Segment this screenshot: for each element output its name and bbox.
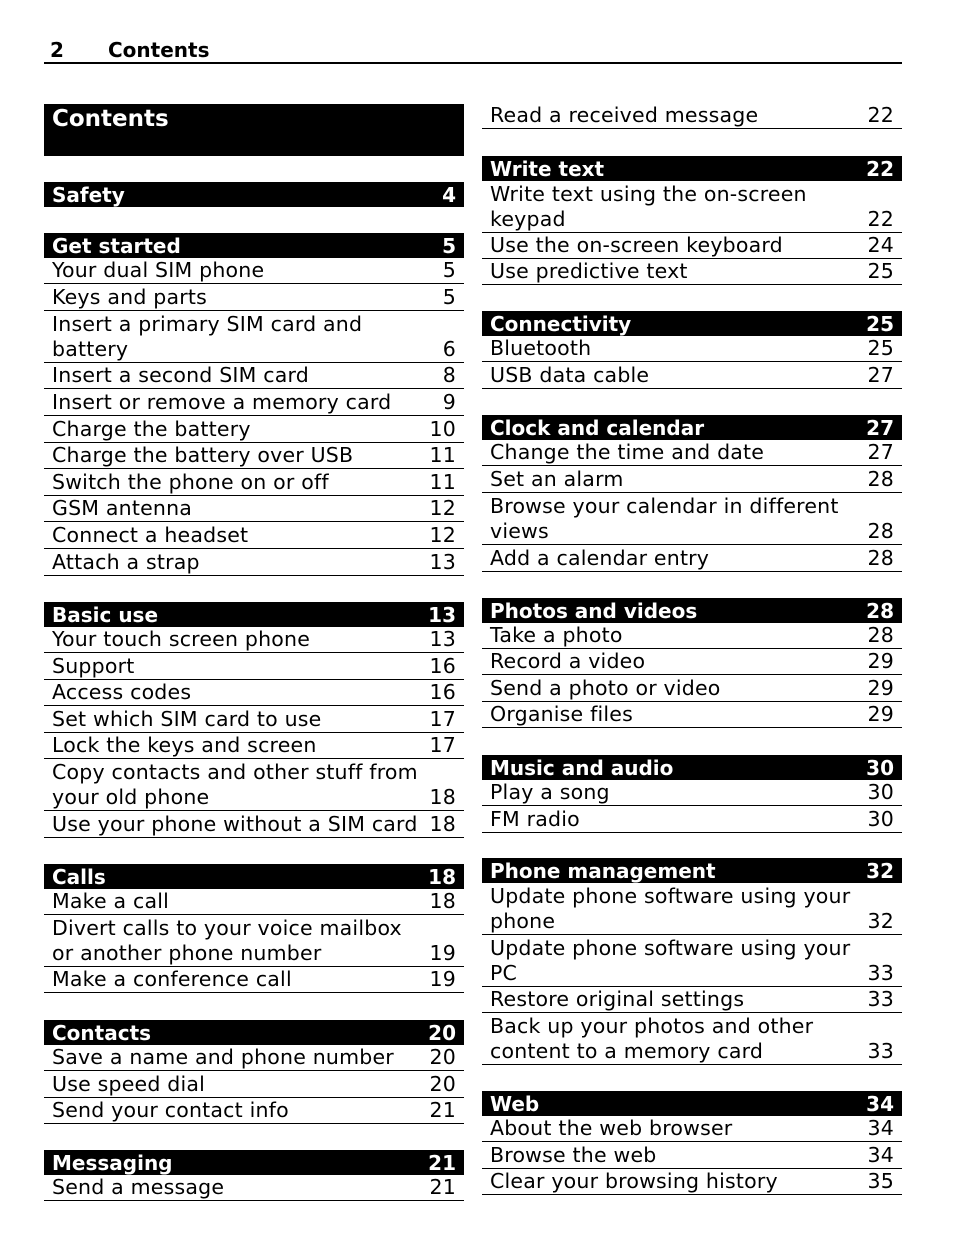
toc-entry-label: Play a song [490, 780, 610, 804]
section-heading[interactable] [482, 156, 902, 181]
toc-entry-page: 33 [867, 1039, 894, 1063]
toc-entry[interactable] [482, 650, 902, 675]
toc-entry-page: 18 [429, 889, 456, 913]
toc-entry-page: 28 [867, 623, 894, 647]
toc-entry[interactable] [482, 547, 902, 572]
toc-entry[interactable] [482, 988, 902, 1013]
toc-entry[interactable] [482, 1117, 902, 1142]
toc-entry-page: 11 [429, 470, 456, 494]
toc-entry[interactable] [44, 312, 464, 363]
toc-entry-label: Send your contact info [52, 1098, 289, 1122]
toc-entry-label: Make a conference call [52, 967, 292, 991]
toc-entry[interactable] [44, 1176, 464, 1201]
toc-entry[interactable] [44, 364, 464, 389]
toc-entry-label: Switch the phone on or off [52, 470, 329, 494]
toc-entry-label: Add a calendar entry [490, 546, 710, 570]
toc-entry[interactable] [44, 968, 464, 993]
section-page: 22 [866, 156, 894, 181]
toc-entry-page: 27 [867, 440, 894, 464]
toc-entry-label: Set an alarm [490, 467, 624, 491]
toc-entry[interactable] [44, 760, 464, 811]
toc-entry[interactable] [482, 468, 902, 493]
toc-entry-label: Use your phone without a SIM card [52, 812, 418, 836]
toc-entry-page: 10 [429, 417, 456, 441]
toc-entry-label: Browse the web [490, 1143, 657, 1167]
toc-entry-page: 25 [867, 259, 894, 283]
toc-entry-label: Restore original settings [490, 987, 745, 1011]
toc-entry-page: 30 [867, 780, 894, 804]
section-heading[interactable] [482, 598, 902, 623]
toc-entry-label: Save a name and phone number [52, 1045, 394, 1069]
toc-entry-page: 29 [867, 649, 894, 673]
toc-entry-page: 20 [429, 1072, 456, 1096]
toc-entry[interactable] [482, 781, 902, 806]
toc-entry-label: Send a message [52, 1175, 225, 1199]
toc-entry-page: 27 [867, 363, 894, 387]
toc-entry-label: Divert calls to your voice mailbox or another phone number [52, 916, 402, 965]
toc-entry[interactable] [482, 234, 902, 259]
section-page: 28 [866, 598, 894, 623]
toc-entry[interactable] [482, 1170, 902, 1195]
toc-entry-label: Record a video [490, 649, 646, 673]
toc-entry[interactable] [482, 104, 902, 129]
section-heading[interactable] [44, 864, 464, 889]
toc-entry-page: 21 [429, 1098, 456, 1122]
toc-entry-page: 29 [867, 676, 894, 700]
section-title: Phone management [490, 858, 716, 883]
toc-entry[interactable] [482, 1014, 902, 1065]
toc-entry-page: 33 [867, 961, 894, 985]
section-title: Connectivity [490, 311, 632, 336]
section-heading[interactable] [44, 1150, 464, 1175]
toc-entry-page: 11 [429, 443, 456, 467]
section-heading[interactable] [482, 415, 902, 440]
toc-entry-page: 17 [429, 733, 456, 757]
toc-entry-page: 19 [429, 967, 456, 991]
toc-entry-label: Bluetooth [490, 336, 592, 360]
toc-entry-label: Browse your calendar in different views [490, 494, 839, 543]
section-page: 21 [428, 1150, 456, 1175]
section-page: 18 [428, 864, 456, 889]
section-page: 20 [428, 1020, 456, 1045]
section-heading[interactable] [44, 182, 464, 207]
section-title: Calls [52, 864, 106, 889]
section-title: Contacts [52, 1020, 152, 1045]
page-number: 2 [50, 38, 64, 62]
toc-entry-label: Update phone software using your PC [490, 936, 851, 985]
toc-entry[interactable] [482, 260, 902, 285]
toc-entry-label: Support [52, 654, 135, 678]
toc-entry-page: 13 [429, 627, 456, 651]
toc-entry-page: 13 [429, 550, 456, 574]
toc-entry-page: 17 [429, 707, 456, 731]
toc-entry[interactable] [482, 677, 902, 702]
toc-entry[interactable] [44, 497, 464, 522]
toc-entry-page: 5 [442, 285, 456, 309]
toc-entry-page: 21 [429, 1175, 456, 1199]
toc-entry[interactable] [44, 681, 464, 706]
toc-entry-label: Insert or remove a memory card [52, 390, 392, 414]
toc-entry-label: Send a photo or video [490, 676, 721, 700]
toc-title: Contents [44, 104, 464, 156]
toc-entry[interactable] [44, 708, 464, 733]
toc-entry-label: Write text using the on-screen keypad [490, 182, 807, 231]
section-heading[interactable] [44, 1020, 464, 1045]
toc-entry-label: Clear your browsing history [490, 1169, 778, 1193]
section-title: Web [490, 1091, 540, 1116]
toc-entry-label: Attach a strap [52, 550, 200, 574]
toc-entry-page: 28 [867, 467, 894, 491]
toc-entry[interactable] [44, 628, 464, 653]
toc-entry[interactable] [482, 884, 902, 935]
section-page: 5 [442, 233, 456, 258]
section-title: Music and audio [490, 755, 674, 780]
toc-entry[interactable] [482, 1144, 902, 1169]
toc-entry[interactable] [44, 391, 464, 416]
toc-entry[interactable] [482, 364, 902, 389]
toc-entry-page: 28 [867, 519, 894, 543]
toc-entry-label: Charge the battery over USB [52, 443, 354, 467]
toc-entry[interactable] [44, 813, 464, 838]
toc-entry-label: USB data cable [490, 363, 650, 387]
toc-entry[interactable] [44, 655, 464, 680]
toc-entry-page: 8 [442, 363, 456, 387]
section-page: 25 [866, 311, 894, 336]
toc-entry[interactable] [482, 703, 902, 728]
toc-entry-page: 19 [429, 941, 456, 965]
toc-entry-page: 22 [867, 207, 894, 231]
section-title: Photos and videos [490, 598, 698, 623]
toc-entry-label: Keys and parts [52, 285, 207, 309]
toc-entry-page: 9 [442, 390, 456, 414]
toc-entry-page: 5 [442, 258, 456, 282]
toc-entry[interactable] [44, 418, 464, 443]
toc-entry[interactable] [44, 286, 464, 311]
toc-entry[interactable] [482, 624, 902, 649]
toc-entry-page: 32 [867, 909, 894, 933]
toc-entry-page: 35 [867, 1169, 894, 1193]
toc-entry[interactable] [482, 936, 902, 987]
toc-entry-page: 24 [867, 233, 894, 257]
section-title: Clock and calendar [490, 415, 705, 440]
toc-entry-label: Read a received message [490, 103, 759, 127]
toc-entry-label: Make a call [52, 889, 170, 913]
toc-entry-label: Copy contacts and other stuff from your old phone [52, 760, 418, 809]
toc-entry[interactable] [44, 734, 464, 759]
toc-entry-label: FM radio [490, 807, 580, 831]
section-page: 34 [866, 1091, 894, 1116]
toc-entry-label: Use speed dial [52, 1072, 206, 1096]
toc-entry-page: 34 [867, 1116, 894, 1140]
toc-entry-page: 29 [867, 702, 894, 726]
toc-entry[interactable] [482, 441, 902, 466]
toc-entry-page: 12 [429, 523, 456, 547]
toc-entry-label: Change the time and date [490, 440, 765, 464]
toc-entry-label: Use predictive text [490, 259, 688, 283]
section-title: Get started [52, 233, 181, 258]
toc-entry[interactable] [44, 1073, 464, 1098]
toc-entry-page: 6 [442, 337, 456, 361]
toc-entry[interactable] [44, 259, 464, 284]
toc-entry-label: Update phone software using your phone [490, 884, 851, 933]
toc-entry-label: Back up your photos and other content to a memory card [490, 1014, 814, 1063]
toc-entry-page: 16 [429, 654, 456, 678]
section-page: 32 [866, 858, 894, 883]
toc-entry-label: Lock the keys and screen [52, 733, 317, 757]
section-page: 27 [866, 415, 894, 440]
toc-entry-label: Insert a second SIM card [52, 363, 309, 387]
page-header [44, 36, 902, 64]
toc-entry[interactable] [482, 494, 902, 545]
toc-entry[interactable] [44, 471, 464, 496]
toc-entry[interactable] [44, 1046, 464, 1071]
toc-entry-label: Insert a primary SIM card and battery [52, 312, 363, 361]
section-heading[interactable] [482, 755, 902, 780]
toc-entry-page: 20 [429, 1045, 456, 1069]
toc-entry-page: 34 [867, 1143, 894, 1167]
toc-entry-page: 30 [867, 807, 894, 831]
section-heading[interactable] [44, 602, 464, 627]
page-header-title: Contents [108, 38, 210, 62]
toc-entry-label: Use the on-screen keyboard [490, 233, 783, 257]
toc-entry-label: Access codes [52, 680, 192, 704]
section-title: Messaging [52, 1150, 173, 1175]
section-title: Write text [490, 156, 605, 181]
toc-entry-label: Set which SIM card to use [52, 707, 322, 731]
toc-entry-page: 18 [429, 812, 456, 836]
toc-entry-label: About the web browser [490, 1116, 733, 1140]
toc-entry-label: Organise files [490, 702, 633, 726]
toc-entry[interactable] [44, 1099, 464, 1124]
toc-entry-label: Connect a headset [52, 523, 249, 547]
section-title: Safety [52, 182, 125, 207]
toc-entry[interactable] [44, 524, 464, 549]
toc-entry[interactable] [44, 916, 464, 967]
toc-entry-page: 28 [867, 546, 894, 570]
toc-entry-page: 12 [429, 496, 456, 520]
section-page: 4 [442, 182, 456, 207]
toc-entry-label: Charge the battery [52, 417, 251, 441]
section-page: 30 [866, 755, 894, 780]
toc-entry-label: GSM antenna [52, 496, 193, 520]
toc-entry[interactable] [44, 444, 464, 469]
toc-entry-label: Your touch screen phone [52, 627, 311, 651]
toc-entry-page: 33 [867, 987, 894, 1011]
toc-entry[interactable] [482, 337, 902, 362]
toc-entry-label: Take a photo [490, 623, 623, 647]
section-heading[interactable] [482, 311, 902, 336]
section-page: 13 [428, 602, 456, 627]
section-heading[interactable] [44, 233, 464, 258]
toc-entry-page: 25 [867, 336, 894, 360]
toc-entry-label: Your dual SIM phone [52, 258, 265, 282]
toc-entry[interactable] [44, 551, 464, 576]
toc-entry-page: 22 [867, 103, 894, 127]
toc-entry[interactable] [44, 890, 464, 915]
section-title: Basic use [52, 602, 159, 627]
section-heading[interactable] [482, 1091, 902, 1116]
toc-entry[interactable] [482, 808, 902, 833]
toc-entry-page: 16 [429, 680, 456, 704]
toc-entry[interactable] [482, 182, 902, 233]
toc-entry-page: 18 [429, 785, 456, 809]
section-heading[interactable] [482, 858, 902, 883]
